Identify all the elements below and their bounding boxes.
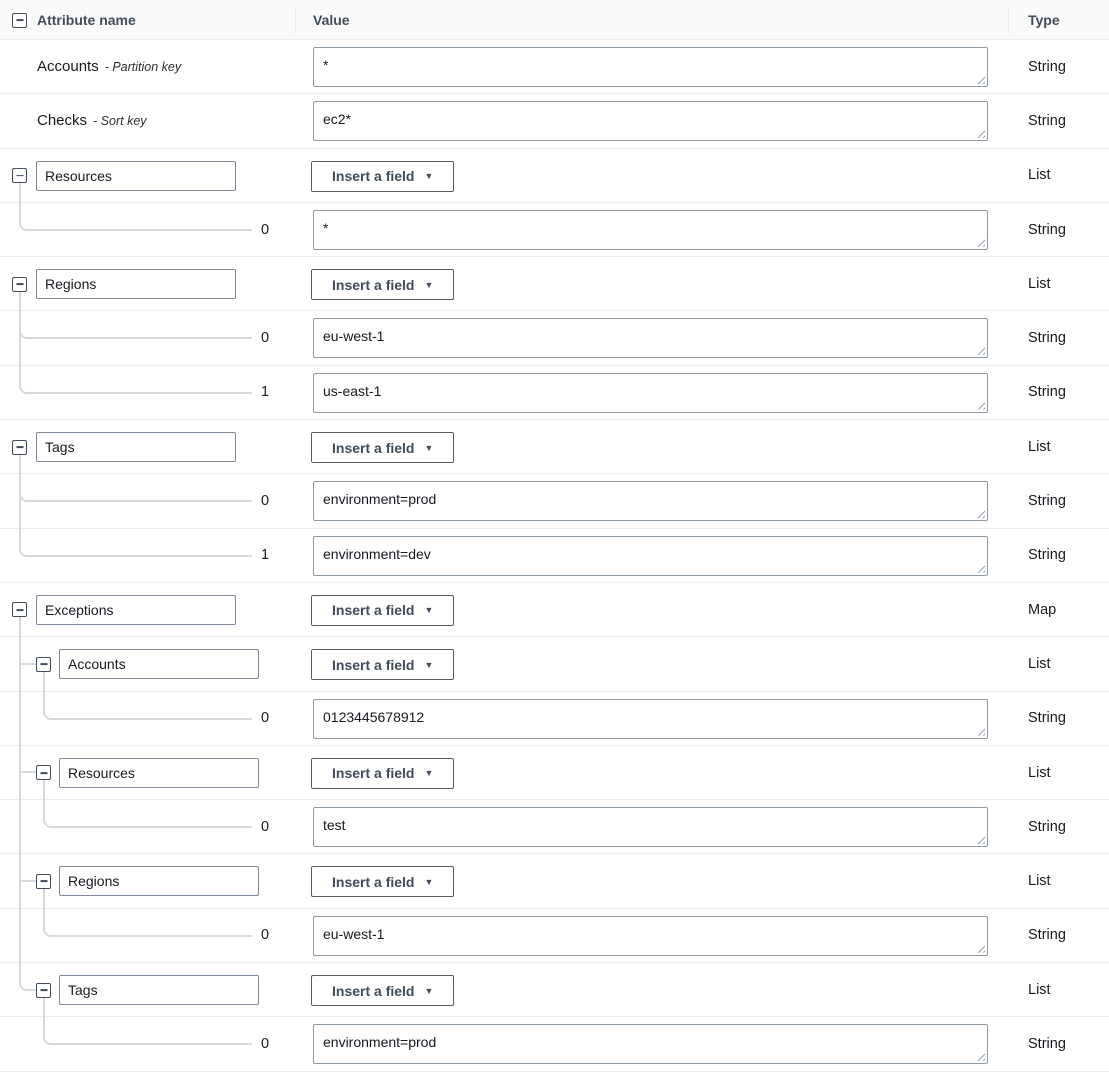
attribute-row [0, 909, 1109, 963]
type-label: String [1028, 1035, 1066, 1052]
attribute-key-input[interactable] [36, 595, 236, 625]
type-label: List [1028, 873, 1051, 890]
attribute-row [0, 692, 1109, 746]
tree-connector-line [19, 880, 37, 882]
tree-connector-line [19, 528, 252, 557]
collapse-icon[interactable] [36, 983, 51, 998]
insert-field-button[interactable] [311, 758, 454, 789]
index-label: 0 [261, 710, 270, 727]
index-label: 0 [261, 927, 270, 944]
tree-connector-line [19, 182, 21, 203]
tree-connector-line [43, 996, 45, 1017]
attribute-row [0, 963, 1109, 1017]
type-label: List [1028, 167, 1051, 184]
caret-down-icon: ▼ [424, 171, 434, 182]
index-label: 1 [261, 547, 270, 564]
type-label: String [1028, 493, 1066, 510]
tree-connector-line [19, 202, 252, 231]
type-label: String [1028, 547, 1066, 564]
collapse-icon[interactable] [12, 168, 27, 183]
index-label: 1 [261, 384, 270, 401]
insert-field-button-label: Insert a field [332, 276, 415, 293]
insert-field-button[interactable] [311, 975, 454, 1006]
attribute-name-text: Accounts [37, 58, 99, 76]
type-label: String [1028, 818, 1066, 835]
caret-down-icon: ▼ [424, 605, 434, 616]
type-label: List [1028, 655, 1051, 672]
attribute-row [0, 257, 1109, 311]
insert-field-button[interactable] [311, 161, 454, 192]
attribute-key-input[interactable] [59, 866, 259, 896]
tree-connector-line [43, 887, 45, 908]
minus-glyph [40, 772, 47, 774]
caret-down-icon: ▼ [424, 659, 434, 670]
value-textarea[interactable] [313, 47, 988, 87]
collapse-icon[interactable] [36, 874, 51, 889]
attribute-row [0, 311, 1109, 365]
tree-connector-line [19, 636, 21, 691]
type-label: String [1028, 384, 1066, 401]
insert-field-button-label: Insert a field [332, 168, 415, 185]
type-label: String [1028, 221, 1066, 238]
type-label: List [1028, 438, 1051, 455]
tree-connector-line [19, 663, 37, 665]
table-header [0, 0, 1109, 40]
insert-field-button-label: Insert a field [332, 602, 415, 619]
attribute-row [0, 420, 1109, 474]
index-label: 0 [261, 221, 270, 238]
tree-connector-line [19, 310, 252, 339]
index-label: 0 [261, 330, 270, 347]
key-role-suffix: - Partition key [104, 59, 182, 74]
type-label: List [1028, 764, 1051, 781]
tree-connector-line [43, 670, 45, 691]
value-textarea[interactable] [313, 1024, 988, 1064]
collapse-all-icon[interactable] [12, 13, 27, 28]
tree-connector-line [19, 310, 21, 365]
caret-down-icon: ▼ [424, 768, 434, 779]
minus-glyph [40, 881, 47, 883]
index-label: 0 [261, 1035, 270, 1052]
value-textarea[interactable] [313, 318, 988, 358]
caret-down-icon: ▼ [424, 876, 434, 887]
attribute-row [0, 583, 1109, 637]
attribute-key-input[interactable] [36, 161, 236, 191]
attribute-row [0, 203, 1109, 257]
tree-connector-line [43, 908, 252, 937]
value-textarea[interactable] [313, 373, 988, 413]
attribute-name-column-header: Attribute name [37, 11, 136, 28]
value-textarea[interactable] [313, 699, 988, 739]
collapse-icon[interactable] [12, 602, 27, 617]
column-divider [295, 7, 296, 33]
type-label: List [1028, 981, 1051, 998]
minus-glyph [16, 175, 23, 177]
value-textarea[interactable] [313, 807, 988, 847]
minus-glyph [40, 663, 47, 665]
attribute-row [0, 1017, 1109, 1071]
type-column-header: Type [1028, 11, 1060, 28]
attribute-key-input[interactable] [59, 975, 259, 1005]
attribute-row [0, 474, 1109, 528]
attribute-row [0, 637, 1109, 691]
insert-field-button[interactable] [311, 649, 454, 680]
attribute-row [0, 94, 1109, 148]
tree-connector-line [19, 745, 21, 800]
minus-glyph [16, 609, 23, 611]
insert-field-button[interactable] [311, 432, 454, 463]
type-label: List [1028, 275, 1051, 292]
tree-connector-line [43, 1016, 252, 1045]
attribute-row [0, 366, 1109, 420]
minus-glyph [16, 283, 23, 285]
caret-down-icon: ▼ [424, 442, 434, 453]
insert-field-button[interactable] [311, 595, 454, 626]
tree-connector-line [43, 779, 45, 800]
minus-glyph [16, 19, 23, 21]
attribute-row [0, 800, 1109, 854]
type-label: String [1028, 927, 1066, 944]
type-label: String [1028, 112, 1066, 129]
value-textarea[interactable] [313, 101, 988, 141]
tree-connector-line [19, 771, 37, 773]
insert-field-button-label: Insert a field [332, 439, 415, 456]
insert-field-button-label: Insert a field [332, 982, 415, 999]
collapse-icon[interactable] [36, 765, 51, 780]
tree-connector-line [19, 616, 21, 637]
index-label: 0 [261, 493, 270, 510]
value-textarea[interactable] [313, 481, 988, 521]
minus-glyph [16, 446, 23, 448]
tree-connector-line [19, 473, 252, 502]
attribute-row [0, 149, 1109, 203]
value-textarea[interactable] [313, 210, 988, 250]
minus-glyph [40, 989, 47, 991]
value-textarea[interactable] [313, 536, 988, 576]
tree-connector-line [19, 908, 21, 963]
attribute-key-input[interactable] [36, 432, 236, 462]
tree-connector-line [43, 691, 252, 720]
attribute-name-label [37, 40, 181, 93]
attribute-key-input[interactable] [36, 269, 236, 299]
tree-connector-line [19, 853, 21, 908]
attribute-name-label [37, 94, 147, 147]
type-label: String [1028, 330, 1066, 347]
tree-connector-line [19, 473, 21, 528]
tree-connector-line [19, 453, 21, 474]
insert-field-button[interactable] [311, 269, 454, 300]
attribute-key-input[interactable] [59, 758, 259, 788]
tree-connector-line [43, 799, 252, 828]
attribute-name-text: Checks [37, 112, 88, 130]
type-label: String [1028, 710, 1066, 727]
attribute-row [0, 40, 1109, 94]
caret-down-icon: ▼ [424, 985, 434, 996]
tree-connector-line [19, 365, 252, 394]
attribute-row [0, 529, 1109, 583]
column-divider [1008, 7, 1009, 33]
insert-field-button-label: Insert a field [332, 873, 415, 890]
caret-down-icon: ▼ [424, 279, 434, 290]
attribute-row [0, 746, 1109, 800]
value-column-header: Value [313, 11, 350, 28]
type-label: String [1028, 58, 1066, 75]
index-label: 0 [261, 818, 270, 835]
attribute-key-input[interactable] [59, 649, 259, 679]
attribute-row [0, 854, 1109, 908]
tree-connector-line [19, 290, 21, 311]
tree-connector-line [19, 799, 21, 854]
insert-field-button[interactable] [311, 866, 454, 897]
value-textarea[interactable] [313, 916, 988, 956]
insert-field-button-label: Insert a field [332, 765, 415, 782]
key-role-suffix: - Sort key [93, 113, 147, 128]
collapse-icon[interactable] [36, 657, 51, 672]
insert-field-button-label: Insert a field [332, 656, 415, 673]
collapse-icon[interactable] [12, 277, 27, 292]
tree-connector-line [19, 962, 37, 991]
collapse-icon[interactable] [12, 440, 27, 455]
tree-connector-line [19, 691, 21, 746]
type-label: Map [1028, 601, 1057, 618]
